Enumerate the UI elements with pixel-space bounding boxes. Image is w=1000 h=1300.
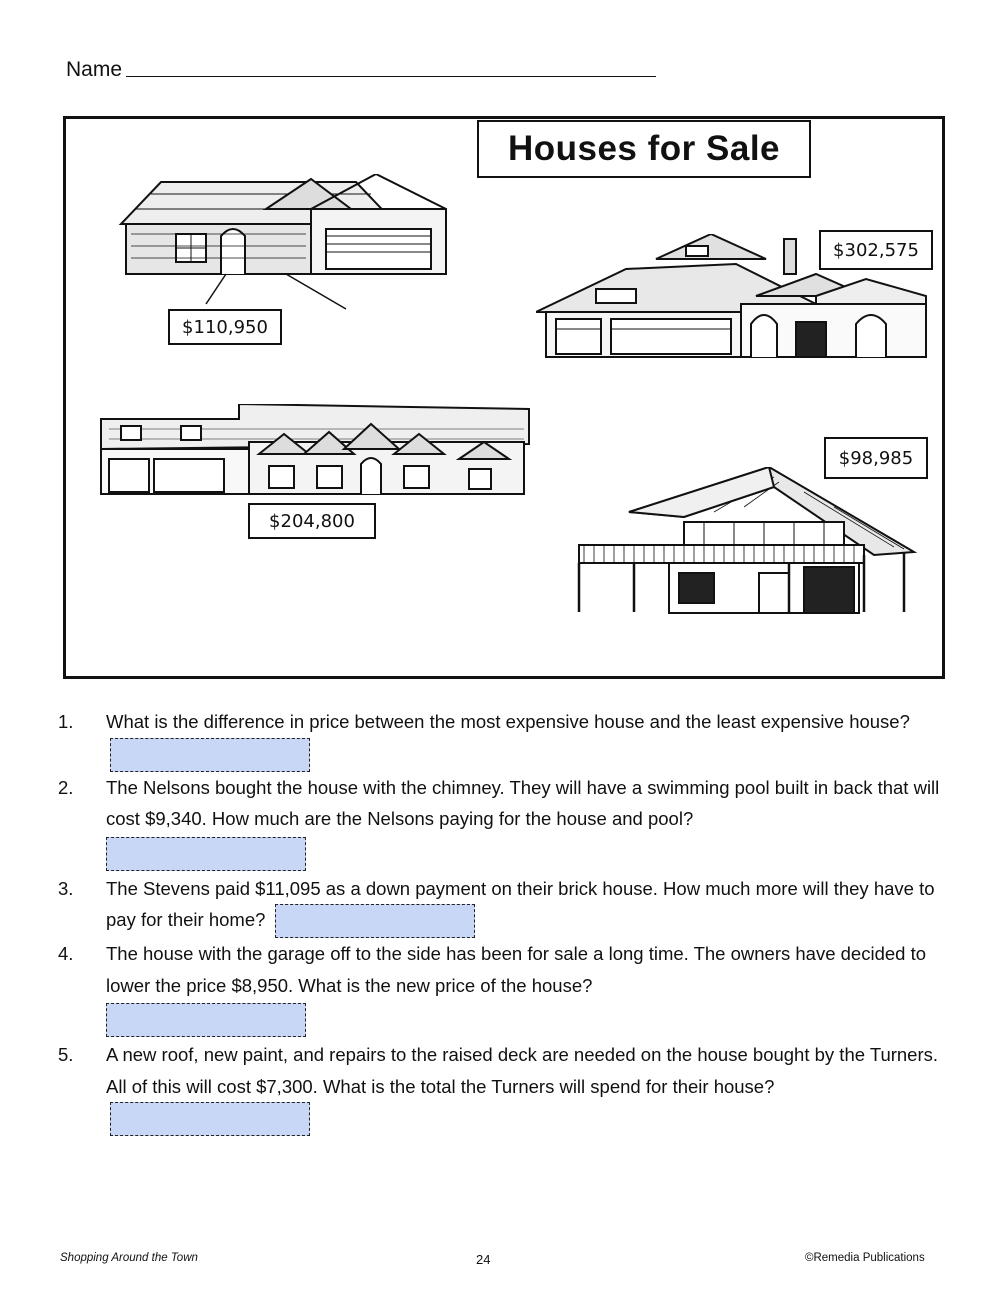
page-title: Houses for Sale	[507, 129, 781, 168]
name-row	[66, 58, 656, 82]
title-box	[477, 120, 811, 178]
answer-box-5[interactable]	[110, 1102, 310, 1136]
question-number: 4.	[58, 943, 74, 965]
answer-box-3[interactable]	[275, 904, 475, 938]
question-5	[58, 1039, 948, 1136]
brick-house-illustration	[116, 174, 456, 314]
price-chimney: $302,575	[833, 239, 919, 261]
question-number: 5.	[58, 1044, 74, 1066]
answer-box-2[interactable]	[106, 837, 306, 871]
name-label: Name	[66, 58, 123, 81]
question-number: 3.	[58, 877, 74, 899]
name-line[interactable]	[126, 76, 656, 77]
answer-box-1[interactable]	[110, 738, 310, 772]
price-long: $204,800	[269, 510, 355, 532]
deck-house-illustration	[574, 467, 919, 617]
footer-publisher: ©Remedia Publications	[805, 1252, 925, 1264]
question-text: The Nelsons bought the house with the chimney. They will have a swimming pool built in back that will cost $9,340. How much are the Nelsons paying for the house and pool?	[106, 776, 940, 830]
price-tag-brick	[168, 309, 282, 345]
questions-list	[58, 706, 948, 1136]
answer-box-4[interactable]	[106, 1003, 306, 1037]
price-deck: $98,985	[838, 447, 914, 469]
houses-frame	[63, 116, 945, 679]
footer-book-title: Shopping Around the Town	[60, 1252, 198, 1264]
question-1	[58, 706, 948, 772]
long-house-illustration	[99, 404, 534, 499]
question-text: What is the difference in price between the most expensive house and the least expensive house?	[106, 711, 910, 732]
question-3	[58, 873, 948, 939]
question-text: The house with the garage off to the side has been for sale a long time. The owners have decided to lower the price $8,950. What is the new price of the house?	[106, 943, 927, 996]
footer-page-number: 24	[476, 1252, 491, 1267]
question-text: The Stevens paid $11,095 as a down payment on their brick house. How much more will they have to pay for their home?	[106, 877, 935, 931]
chimney-house-illustration	[536, 234, 931, 364]
question-2	[58, 772, 948, 873]
question-number: 2.	[58, 776, 74, 798]
price-tag-long	[248, 503, 376, 539]
question-4	[58, 938, 948, 1039]
question-text: A new roof, new paint, and repairs to the raised deck are needed on the house bought by the Turners. All of this will cost $7,300. What is the total the Turners will spend for their house?	[106, 1044, 939, 1097]
question-number: 1.	[58, 711, 74, 732]
price-brick: $110,950	[182, 316, 268, 338]
